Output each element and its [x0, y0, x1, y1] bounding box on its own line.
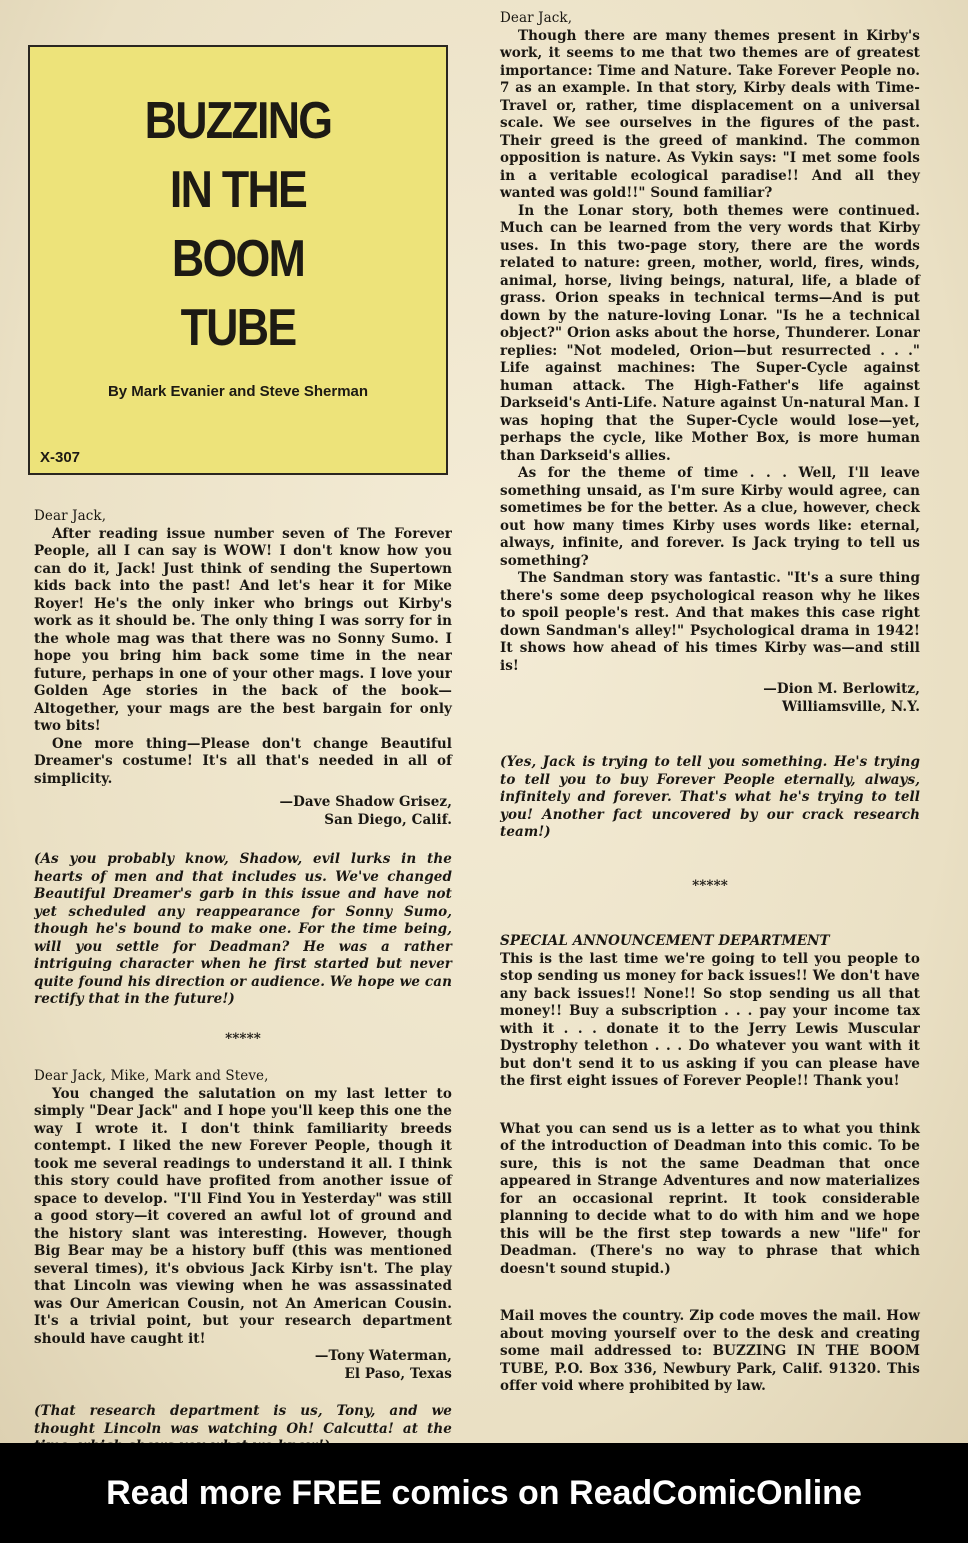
byline: By Mark Evanier and Steve Sherman — [107, 383, 369, 400]
letter-location: Williamsville, N.Y. — [782, 698, 920, 715]
announcement-heading: SPECIAL ANNOUNCEMENT DEPARTMENT — [500, 933, 830, 949]
title-line-1: BUZZING — [144, 92, 332, 150]
editor-reply: (That research department is us, Tony, and we thought Lincoln was watching Oh! Calcutta! at the — [34, 1403, 452, 1437]
letter-signature: —Dave Shadow Grisez, — [279, 794, 452, 810]
right-column — [500, 10, 920, 1396]
letter-paragraph: In the Lonar story, both themes were continued. Much can be learned from the very words that Kirby uses. In this two-page story, there are the words related to nature: green, mother, world, fires, winds, animal, horse, living beings, natural, life, a blade of grass. Orion speaks in technical terms—And is put down by the nature-loving Lonar. "Is he a technical object?" Orion asks about the horse, Thunderer. Lonar replies: "Not modeled, Orion—but resurrected . . ." Life against machines: The Super-Cycle against human attack. The High-Father's life against Darkseid's Anti-Life. Nature against Un-natural Man. I was hoping that the Super-Cycle would lose—yet, perhaps the cycle, like Mother Box, is more human than Darkseid's allies. — [500, 202, 920, 464]
letter-paragraph: Though there are many themes present in Kirby's work, it seems to me that two themes are of greatest importance: Time and Nature. Take Forever People no. 7 as an example. In that story, Kirby deals with Time-Travel or, rather, time displacement on a universal scale. We see ourselves in the figures of the past. Their greed is the greed of mankind. The common opposition is nature. As Vykin says: "I met some fools in a veritable ecological paradise!! And all they wanted was gold!!" Sound familiar? — [500, 27, 920, 201]
title-line-4: TUBE — [180, 299, 296, 357]
left-column — [34, 508, 452, 1456]
announcement-text: This is the last time we're going to tell you people to stop sending us money for back issues!! We don't have any back issues!! None!! So stop sending us all that money!! Buy a subscription . . . pay your income tax with it . . . donate it to the Jerry Lewis Muscular Dystrophy telethon . . . Do whatever you want with it but don't send it to us asking if you can please have the first eight issues of Forever People!! Thank you! — [500, 950, 920, 1089]
issue-code: X-307 — [40, 449, 81, 466]
section-divider: ***** — [692, 877, 728, 894]
editor-reply: (As you probably know, Shadow, evil lurks in the hearts of men and that includes us. We've changed Beautiful Dreamer's garb in this issue and have not yet scheduled any reappearance for Sonny Sumo, though he's bound to make one. For the time being, will you settle for Deadman? He was a rather intriguing character when he first started but never quite found his direction or audience. We hope we can rectify that in the future!) — [34, 851, 452, 1007]
section-divider: ***** — [225, 1030, 261, 1047]
title-line-3: BOOM — [171, 230, 305, 288]
letter-paragraph: One more thing—Please don't change Beautiful Dreamer's costume! It's all that's needed in all of simplicity. — [34, 735, 452, 787]
title-box — [28, 45, 448, 475]
letter-salutation: Dear Jack, — [500, 10, 573, 26]
letter-paragraph: After reading issue number seven of The Forever People, all I can say is WOW! I don't know how you can do it, Jack! Just think of sending the Supertown kids back into the past! And let's hear it for Mike Royer! He's the only inker who brings out Kirby's work as it should be. The only thing I was sorry for in the whole mag was that there was no Sonny Sumo. I hope you bring him back some time in the near future, perhaps in one of your other mags. I love your Golden Age stories in the back of the book— Altogether, your mags are the best bargain for only two bits! — [34, 525, 452, 734]
letter-paragraph: The Sandman story was fantastic. "It's a sure thing there's some deep psychological reason why he likes to spoil people's rest. And that makes this case right down Sandman's alley!" Psychological drama in 1942! It shows how ahead of his times Kirby was—and still is! — [500, 570, 920, 674]
letter-paragraph: As for the theme of time . . . Well, I'll leave something unsaid, as I'm sure Kirby would agree, can sometimes be for the better. As a clue, however, check out how many times Kirby uses words like: eternal, always, infinite, and forever. Is Jack trying to tell us something? — [500, 465, 920, 569]
letter-salutation: Dear Jack, Mike, Mark and Steve, — [34, 1068, 269, 1084]
footer-banner: Read more FREE comics on ReadComicOnline — [0, 1443, 968, 1543]
letter-paragraph: You changed the salutation on my last letter to simply "Dear Jack" and I hope you'll keep this one the way I wrote it. I don't think familiarity breeds contempt. I liked the new Forever People, though it took me several readings to understand it all. I think this story could have profited from another issue of space to develop. "I'll Find You in Yesterday" was still a good story—it covered an awful lot of ground and the history slant was interesting. However, though Big Bear may be a history buff (this was mentioned several times), it's obvious Jack Kirby isn't. The play that Lincoln was viewing when he was assassinated was Our American Cousin, not An American Cousin. It's a trivial point, but your research department should have caught it! — [34, 1085, 452, 1347]
mail-address-note: Mail moves the country. Zip code moves the mail. How about moving yourself over to the desk and creating some mail addressed to: BUZZING IN THE BOOM TUBE, P.O. Box 336, Newbury Park, Calif. 91320. This offer void where prohibited by law. — [500, 1308, 920, 1394]
column-title — [59, 87, 417, 363]
letter-salutation: Dear Jack, — [34, 508, 107, 524]
editor-reply: (Yes, Jack is trying to tell you something. He's trying to tell you to buy Forever People eternally, always, infinitely and forever. That's what he's trying to tell you! Another fact uncovered by our crack research team!) — [500, 754, 920, 840]
letter-location: San Diego, Calif. — [324, 811, 452, 828]
letter-signature: —Tony Waterman, — [314, 1348, 452, 1364]
letter-location: El Paso, Texas — [344, 1365, 452, 1382]
letter-signature: —Dion M. Berlowitz, — [763, 681, 920, 697]
title-line-2: IN THE — [169, 161, 307, 219]
deadman-note: What you can send us is a letter as to what you think of the introduction of Deadman into this comic. To be sure, this is not the same Deadman that once appeared in Strange Adventures and now materializes for an occasional reprint. It took considerable planning to decide what to do with him and we hope this will be the first step towards a new "life" for Deadman. (There's no way to phrase that which doesn't sound stupid.) — [500, 1120, 920, 1277]
